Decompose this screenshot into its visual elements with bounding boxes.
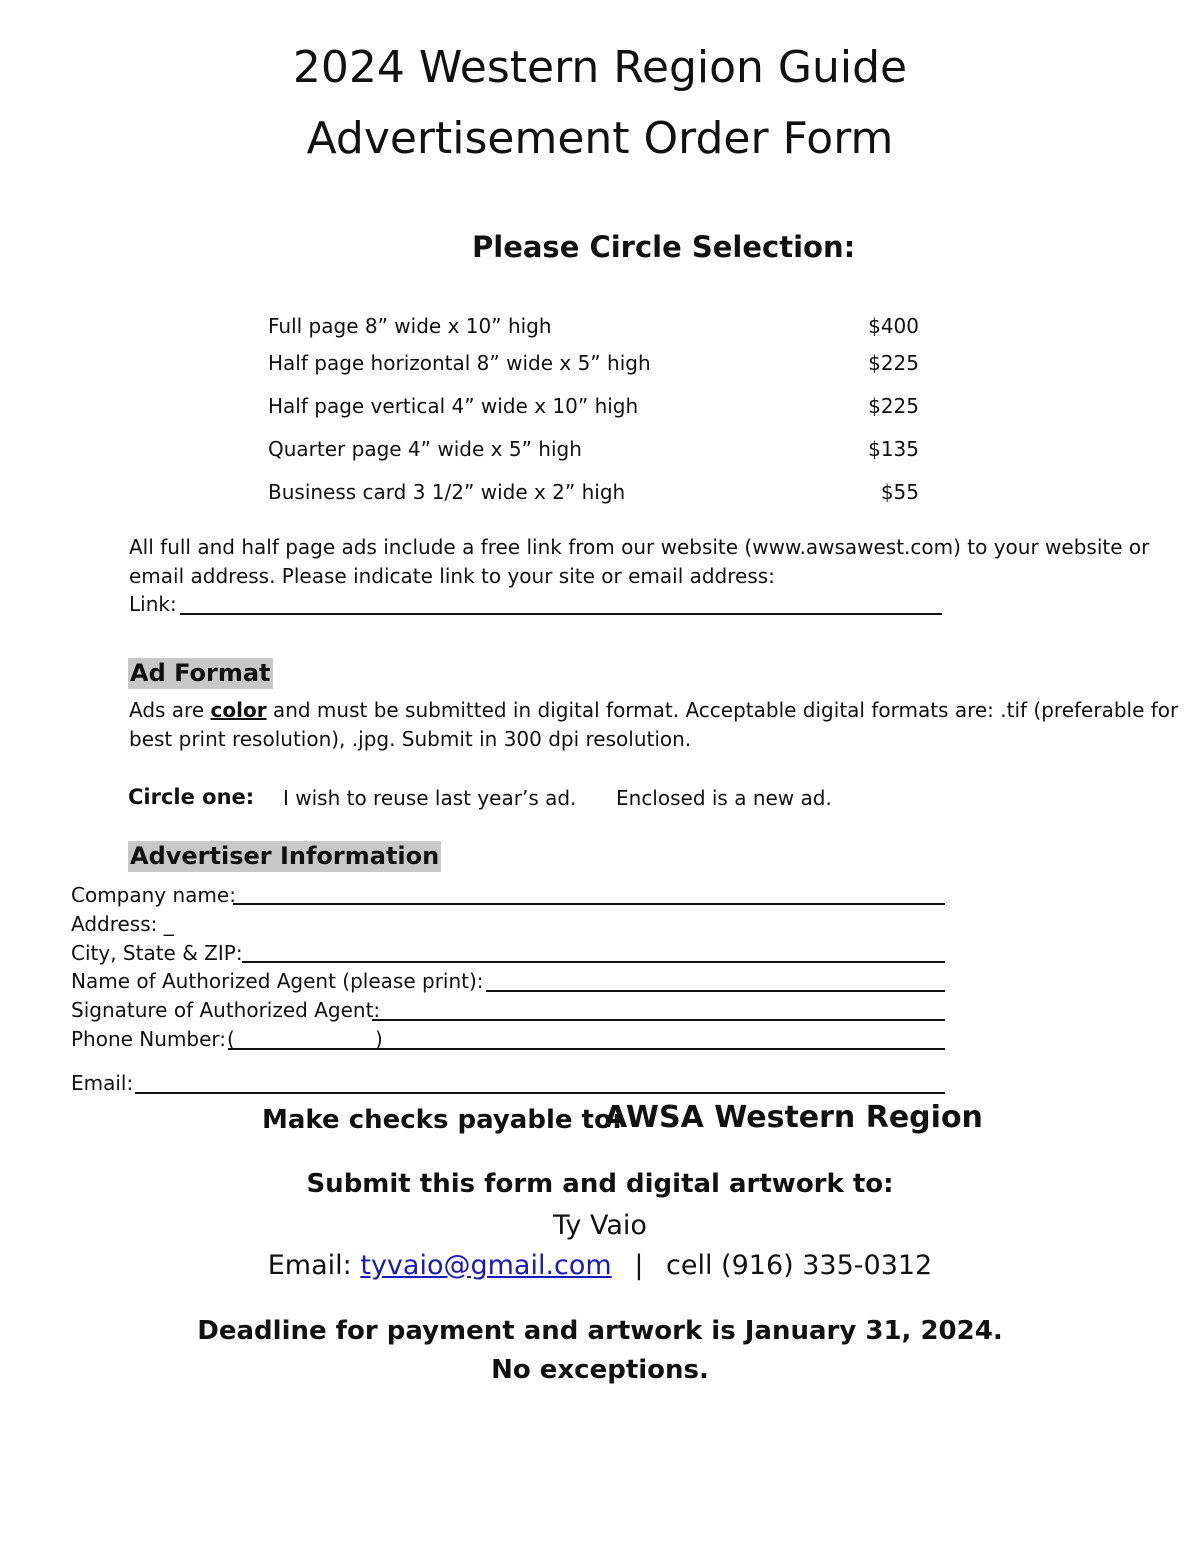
link-info-line2: email address. Please indicate link to your site or email address: [129, 564, 775, 588]
option-reuse-ad[interactable]: I wish to reuse last year’s ad. [283, 786, 577, 810]
option-half-vertical-price: $225 [868, 394, 919, 418]
email-input-line[interactable] [135, 1092, 945, 1094]
signature-label: Signature of Authorized Agent: [71, 998, 381, 1022]
city-state-zip-label: City, State & ZIP: [71, 941, 243, 965]
company-name-label: Company name: [71, 883, 236, 907]
contact-separator: | [634, 1250, 644, 1281]
contact-email-label: Email: [267, 1250, 352, 1281]
link-info-line1: All full and half page ads include a free link from our website (www.awsawest.com) to your website or [129, 535, 1150, 559]
selection-heading: Please Circle Selection: [472, 230, 856, 264]
option-half-vertical-label: Half page vertical 4” wide x 10” high [268, 394, 639, 418]
contact-cell: cell (916) 335-0312 [666, 1250, 933, 1281]
phone-input-line[interactable] [228, 1048, 945, 1050]
city-state-zip-input-line[interactable] [242, 961, 945, 963]
ad-format-heading: Ad Format [130, 659, 271, 687]
link-input-line[interactable] [180, 613, 942, 615]
company-name-input-line[interactable] [233, 903, 945, 905]
contact-line [0, 1252, 1200, 1279]
payee-name: AWSA Western Region [604, 1100, 983, 1135]
circle-one-label: Circle one: [128, 785, 255, 809]
ad-format-text-after: and must be submitted in digital format. Acceptable digital formats are: .tif (preferable for [266, 698, 1179, 722]
payable-to-label: Make checks payable to: [262, 1105, 623, 1135]
agent-name-label: Name of Authorized Agent (please print): [71, 969, 484, 993]
advertiser-info-heading: Advertiser Information [130, 842, 440, 870]
address-label: Address: _ [71, 912, 174, 936]
option-new-ad[interactable]: Enclosed is a new ad. [616, 786, 832, 810]
signature-input-line[interactable] [372, 1019, 945, 1021]
ad-format-text-before: Ads are [129, 698, 211, 722]
phone-open-paren: ( [227, 1027, 235, 1051]
deadline-line1: Deadline for payment and artwork is January 31, 2024. [197, 1316, 1003, 1346]
option-business-card-price: $55 [880, 480, 919, 504]
ad-format-text-line1 [129, 700, 1178, 720]
option-half-horizontal-price: $225 [868, 351, 919, 375]
ad-format-text-line2: best print resolution), .jpg. Submit in 300 dpi resolution. [129, 727, 692, 751]
contact-email-link[interactable]: tyvaio@gmail.com [360, 1250, 612, 1281]
contact-name: Ty Vaio [553, 1210, 647, 1241]
deadline-line2: No exceptions. [491, 1355, 709, 1385]
option-half-horizontal-label: Half page horizontal 8” wide x 5” high [268, 351, 651, 375]
page-title-line1: 2024 Western Region Guide [292, 42, 908, 93]
phone-close-paren: ) [375, 1027, 383, 1051]
option-business-card-label: Business card 3 1/2” wide x 2” high [268, 480, 626, 504]
option-quarter-page-label: Quarter page 4” wide x 5” high [268, 437, 582, 461]
submit-heading: Submit this form and digital artwork to: [306, 1169, 894, 1199]
phone-label: Phone Number: [71, 1027, 227, 1051]
option-quarter-page-price: $135 [868, 437, 919, 461]
option-full-page-label: Full page 8” wide x 10” high [268, 314, 552, 338]
ad-format-color-emphasis: color [210, 698, 267, 722]
link-label: Link: [129, 592, 177, 616]
page-title-line2: Advertisement Order Form [306, 113, 894, 164]
option-full-page-price: $400 [868, 314, 919, 338]
agent-name-input-line[interactable] [486, 990, 945, 992]
email-label: Email: [71, 1071, 134, 1095]
